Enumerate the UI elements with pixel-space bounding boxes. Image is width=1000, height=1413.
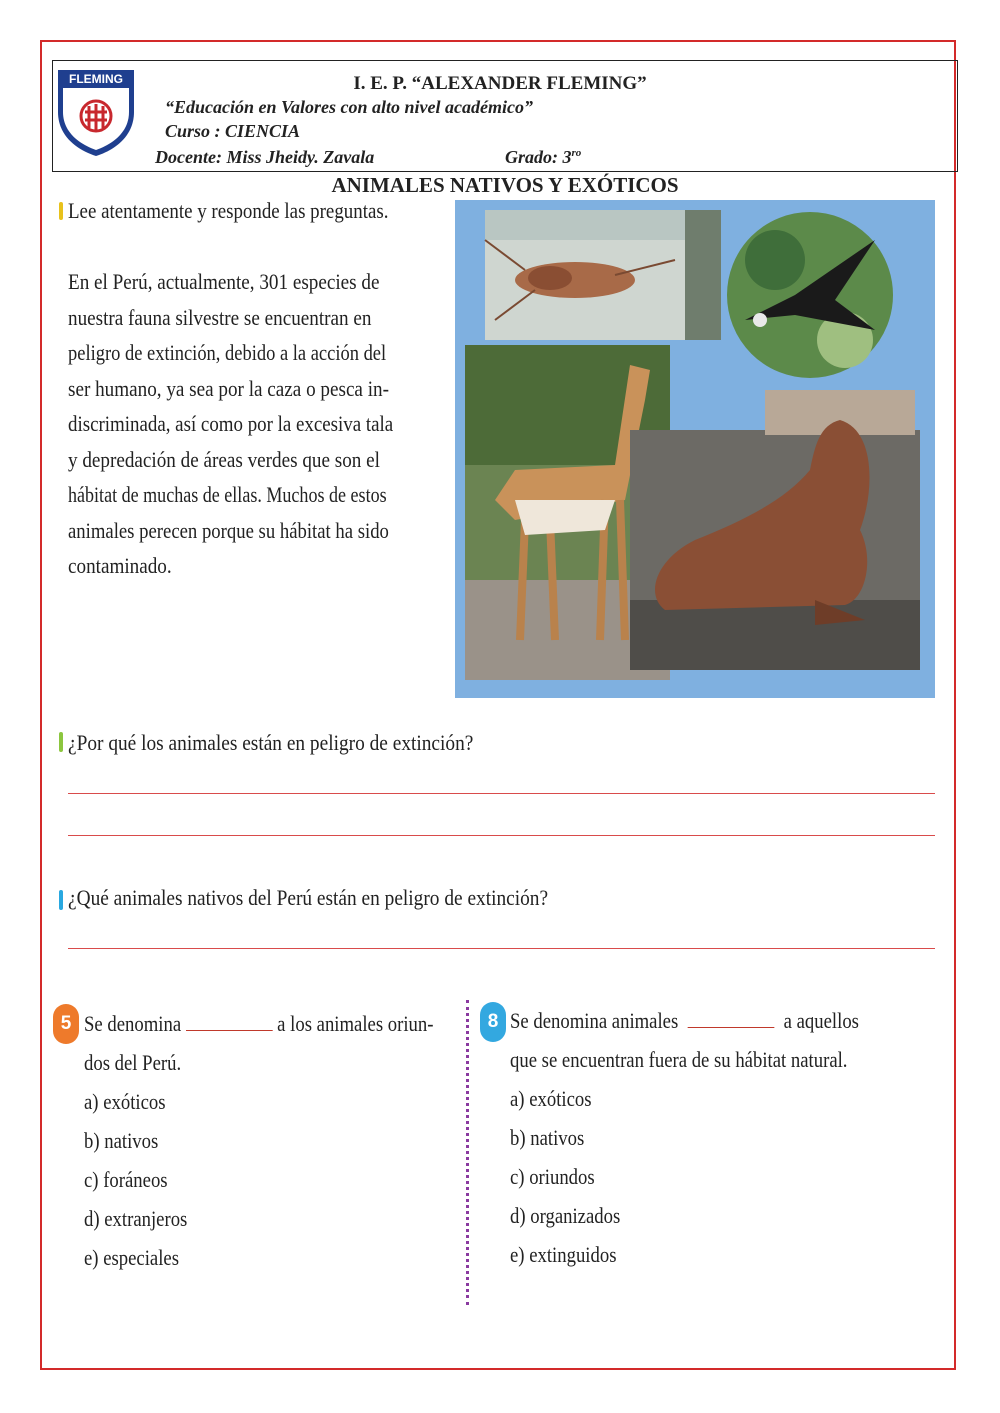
- question-stem: [84, 1004, 434, 1043]
- paragraph-line: contaminado.: [68, 553, 172, 578]
- stem-text: a aquellos: [783, 1008, 859, 1033]
- question-marker: [59, 890, 63, 910]
- school-motto: “Educación en Valores con alto nivel académico”: [165, 97, 533, 117]
- answer-option[interactable]: c) foráneos: [84, 1167, 168, 1192]
- stem-text: a los animales oriun-: [277, 1011, 434, 1036]
- animals-photo-collage: [455, 200, 935, 698]
- shrimp-photo: [485, 210, 721, 340]
- answer-option[interactable]: d) organizados: [510, 1203, 621, 1228]
- answer-option[interactable]: e) extinguidos: [510, 1242, 617, 1267]
- multiple-choice-left: [84, 1004, 464, 1277]
- course-label: Curso : CIENCIA: [165, 121, 301, 141]
- teacher-label: Docente: Miss Jheidy. Zavala: [155, 147, 375, 167]
- instruction-marker: [59, 202, 63, 220]
- paragraph-line: discriminada, así como por la excesiva tala: [68, 411, 394, 436]
- grade-superscript: ro: [571, 147, 582, 159]
- condor-photo: [726, 211, 894, 379]
- answer-option[interactable]: a) exóticos: [84, 1089, 166, 1114]
- answer-option[interactable]: b) nativos: [510, 1125, 585, 1150]
- instruction-text: Lee atentamente y responde las preguntas.: [68, 198, 389, 223]
- question-marker: [59, 732, 63, 752]
- stem-text: Se denomina animales: [510, 1008, 679, 1033]
- answer-line[interactable]: [68, 948, 935, 949]
- grade-text: Grado: 3: [505, 147, 572, 167]
- multiple-choice-right: [510, 1001, 940, 1274]
- fill-blank[interactable]: [688, 1009, 775, 1028]
- answer-option[interactable]: b) nativos: [84, 1128, 159, 1153]
- answer-option[interactable]: a) exóticos: [510, 1086, 592, 1111]
- answer-line[interactable]: [68, 835, 935, 836]
- paragraph-line: nuestra fauna silvestre se encuentran en: [68, 304, 372, 330]
- paragraph-line: animales perecen porque su hábitat ha sido: [68, 517, 389, 543]
- answer-option[interactable]: e) especiales: [84, 1245, 180, 1270]
- question-stem: [510, 1001, 876, 1040]
- column-divider: [466, 1000, 469, 1305]
- question-stem: que se encuentran fuera de su hábitat natural.: [510, 1047, 848, 1072]
- question-stem: dos del Perú.: [84, 1050, 182, 1075]
- sea-lion-photo: [630, 390, 920, 670]
- fill-blank[interactable]: [186, 1012, 273, 1031]
- answer-line[interactable]: [68, 793, 935, 794]
- paragraph-line: En el Perú, actualmente, 301 especies de: [68, 269, 380, 294]
- question-number-badge: 8: [480, 1002, 506, 1042]
- stem-text: Se denomina: [84, 1011, 182, 1036]
- question-native-animals: ¿Qué animales nativos del Perú están en peligro de extinción?: [68, 885, 549, 910]
- paragraph-line: hábitat de muchas de ellas. Muchos de estos: [68, 482, 387, 507]
- reading-paragraph: [68, 264, 424, 584]
- question-why-extinction: ¿Por qué los animales están en peligro de extinción?: [68, 730, 474, 755]
- logo-text: FLEMING: [69, 72, 123, 86]
- paragraph-line: peligro de extinción, debido a la acción del: [68, 340, 387, 365]
- paragraph-line: ser humano, ya sea por la caza o pesca in-: [68, 375, 389, 401]
- grade-label: [505, 147, 581, 168]
- answer-option[interactable]: c) oriundos: [510, 1164, 595, 1189]
- school-name: I. E. P. “ALEXANDER FLEMING”: [353, 73, 647, 94]
- question-number-badge: 5: [53, 1004, 79, 1044]
- paragraph-line: y depredación de áreas verdes que son el: [68, 446, 380, 472]
- answer-option[interactable]: d) extranjeros: [84, 1206, 188, 1231]
- page-title: ANIMALES NATIVOS Y EXÓTICOS: [331, 173, 679, 197]
